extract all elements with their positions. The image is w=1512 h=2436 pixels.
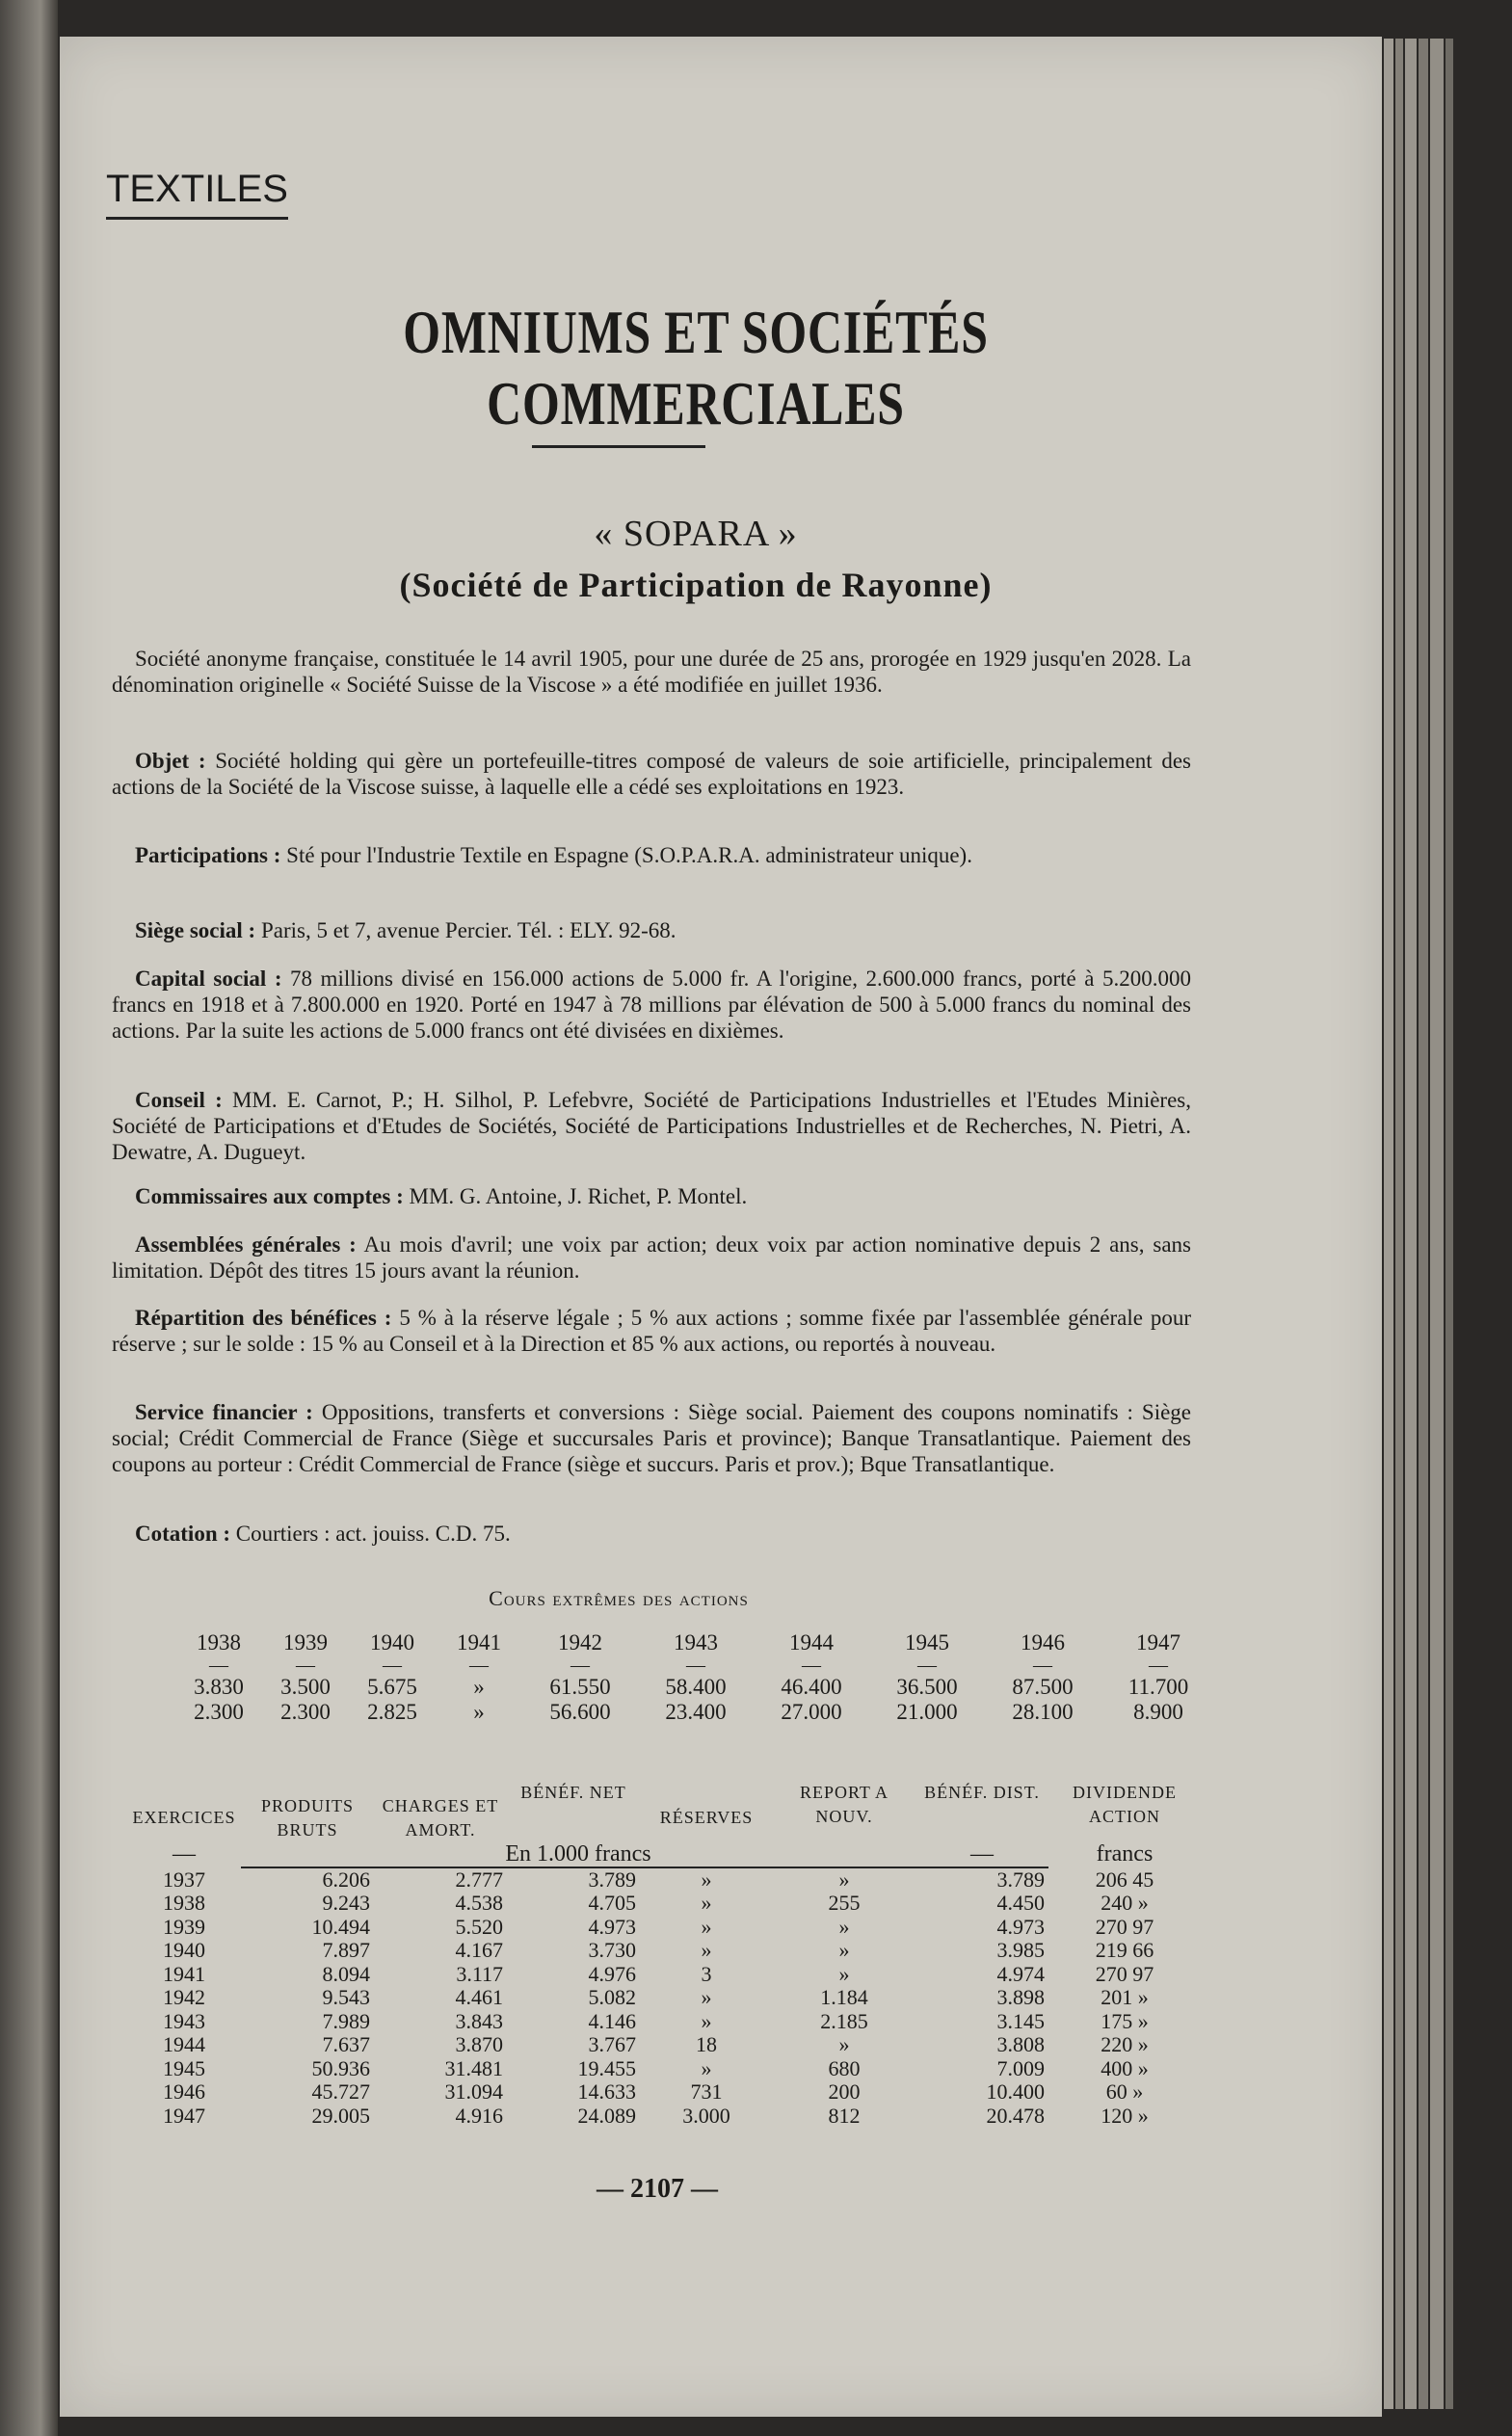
section-text: MM. E. Carnot, P.; H. Silhol, P. Lefebvre, Société de Participations Industrielles et l'Etudes Minières, Société de Participations et d'Etudes de Sociétés, Société de Participations Industrielles et de Recherches, N. Pietri, A. Dewatre, A. Dugueyt. (112, 1088, 1192, 1164)
table-row (127, 2080, 1201, 2105)
company-full-name: (Société de Participation de Rayonne) (399, 566, 993, 604)
table-cell: 2.185 (820, 2008, 868, 2033)
unit-label: En 1.000 francs (505, 1841, 651, 1867)
low-cell: 21.000 (896, 1700, 958, 1724)
section-heading: TEXTILES (106, 168, 288, 220)
table-cell: 1947 (163, 2103, 205, 2128)
table-cell: 4.167 (455, 1938, 503, 1962)
column-header: BÉNÉF. NET (520, 1783, 626, 1802)
column-header: EXERCICES (132, 1808, 236, 1827)
table-cell: 255 (828, 1891, 861, 1915)
table-cell: 1946 (163, 2079, 205, 2104)
table-cell: 1941 (163, 1961, 205, 1986)
section-text: Courtiers : act. jouiss. C.D. 75. (235, 1522, 511, 1546)
table-cell: 680 (828, 2055, 861, 2080)
section-text: Sté pour l'Industrie Textile en Espagne (S.O.P.A.R.A. administrateur unique). (286, 843, 972, 867)
low-cell: 27.000 (781, 1700, 842, 1724)
table-cell: 1939 (163, 1914, 205, 1939)
table-cell: 3.789 (588, 1867, 636, 1892)
table-cell: 6.206 (322, 1867, 370, 1892)
high-cell: 46.400 (781, 1675, 842, 1699)
page-edge (1446, 39, 1453, 2409)
cours-table (175, 1630, 1216, 1725)
table-cell: 10.400 (986, 2079, 1045, 2104)
table-cell: » (701, 1891, 712, 1915)
section-text: Paris, 5 et 7, avenue Percier. Tél. : ELY. 92-68. (260, 918, 676, 942)
year-cell: 1940 (370, 1630, 414, 1655)
year-cell: 1947 (1136, 1630, 1180, 1655)
section-label: Service financier : (135, 1400, 313, 1424)
low-cell: 56.600 (549, 1700, 611, 1724)
table-cell: » (838, 1938, 850, 1962)
table-cell: 240 » (1101, 1891, 1149, 1915)
table-row (127, 1939, 1201, 1963)
table-cell: 7.989 (322, 2008, 370, 2033)
page-number: — 2107 — (597, 2174, 718, 2204)
high-cell: 87.500 (1012, 1675, 1074, 1699)
table-cell: 18 (696, 2032, 717, 2056)
dividend-unit: francs (1096, 1841, 1154, 1867)
table-cell: 2.777 (455, 1867, 503, 1892)
section-text: 78 millions divisé en 156.000 actions de 5.000 fr. A l'origine, 2.600.000 francs, porté à 5.200.000 francs en 1918 et à 7.800.000 en 1920. Porté en 1947 à 78 millions par élévation de 500 à 5.000 francs du nominal des actions. Par la suite les actions de 5.000 francs ont été divisées en dixièmes. (112, 966, 1191, 1043)
table-cell: 400 » (1101, 2055, 1149, 2080)
high-cell: 5.675 (367, 1675, 417, 1699)
document-page (60, 37, 1382, 2417)
table-cell: 4.146 (588, 2008, 636, 2033)
table-cell: 1938 (163, 1891, 205, 1915)
table-cell: 200 (828, 2079, 861, 2104)
assemblees-paragraph (112, 1231, 1191, 1284)
column-header: DIVIDENDE ACTION (1073, 1783, 1177, 1826)
page-edge (1395, 39, 1403, 2409)
table-cell: 7.897 (322, 1938, 370, 1962)
objet-paragraph (112, 748, 1191, 800)
conseil-paragraph (112, 1087, 1191, 1165)
table-cell: 201 » (1101, 1985, 1149, 2009)
table-cell: » (838, 2032, 850, 2056)
section-label: Répartition des bénéfices : (135, 1306, 392, 1330)
table-cell: 1.184 (820, 1985, 868, 2009)
year-cell: 1944 (789, 1630, 834, 1655)
table-cell: » (701, 2055, 712, 2080)
table-cell: 10.494 (311, 1914, 370, 1939)
low-cell: 8.900 (1133, 1700, 1183, 1724)
table-cell: 3.117 (456, 1961, 503, 1986)
section-text: Société holding qui gère un portefeuille-titres composé de valeurs de soie artificielle, principalement des actions de la Société de la Viscose suisse, à laquelle elle a cédé ses exploitations en 1923. (112, 749, 1191, 799)
cotation-paragraph (112, 1521, 1191, 1547)
section-text: Oppositions, transferts et conversions : Siège social. Paiement des coupons nominatifs : Siège social; Crédit Commercial de France (Siège et succursales Paris et province); Banque Transatlantique. Paiement des coupons au porteur : Crédit Commercial de France (siège et succurs. Paris et prov.); Bque Transatlantique. (112, 1400, 1191, 1476)
table-cell: 219 66 (1095, 1938, 1154, 1962)
table-cell: » (701, 1914, 712, 1939)
section-label: Participations : (135, 843, 281, 867)
exercices-table (127, 1781, 1201, 2128)
table-row (127, 1916, 1201, 1940)
table-cell: 14.633 (577, 2079, 636, 2104)
low-cell: » (473, 1700, 485, 1724)
low-cell: 28.100 (1012, 1700, 1074, 1724)
table-row (127, 2010, 1201, 2034)
section-label: Assemblées générales : (135, 1232, 357, 1257)
main-title: OMNIUMS ET SOCIÉTÉS COMMERCIALES (403, 298, 989, 437)
table-cell: 1943 (163, 2008, 205, 2033)
table-cell: 5.082 (588, 1985, 636, 2009)
table-cell: » (701, 1938, 712, 1962)
year-cell: 1942 (558, 1630, 602, 1655)
section-label: Capital social : (135, 966, 282, 991)
low-cell: 23.400 (665, 1700, 727, 1724)
year-cell: 1945 (905, 1630, 949, 1655)
table-cell: 4.450 (996, 1891, 1045, 1915)
table-cell: 812 (828, 2103, 861, 2128)
table-cell: 4.973 (996, 1914, 1045, 1939)
low-cell: 2.825 (367, 1700, 417, 1724)
table-cell: » (838, 1914, 850, 1939)
high-cell: 3.500 (280, 1675, 331, 1699)
table-cell: 1942 (163, 1985, 205, 2009)
table-cell: 19.455 (577, 2055, 636, 2080)
capital-paragraph (112, 966, 1191, 1044)
section-label: Commissaires aux comptes : (135, 1184, 404, 1208)
table-cell: 3 (701, 1961, 712, 1986)
table-cell: 20.478 (986, 2103, 1045, 2128)
table-cell: 3.808 (996, 2032, 1045, 2056)
table-cell: 1937 (163, 1867, 205, 1892)
table-cell: 270 97 (1095, 1961, 1154, 1986)
section-label: Siège social : (135, 918, 256, 942)
table-cell: 3.985 (996, 1938, 1045, 1962)
table-cell: 270 97 (1095, 1914, 1154, 1939)
table-cell: 5.520 (455, 1914, 503, 1939)
intro-paragraph: Société anonyme française, constituée le 14 avril 1905, pour une durée de 25 ans, prorogée en 1929 jusqu'en 2028. La dénomination originelle « Société Suisse de la Viscose » a été modifiée en juillet 1936. (112, 647, 1191, 697)
cours-years-row (175, 1630, 1216, 1655)
table-cell: 31.481 (444, 2055, 503, 2080)
table-cell: 220 » (1101, 2032, 1149, 2056)
table-cell: 3.767 (588, 2032, 636, 2056)
year-cell: 1939 (283, 1630, 328, 1655)
table-cell: 1944 (163, 2032, 205, 2056)
table-cell: 1945 (163, 2055, 205, 2080)
cours-high-row (175, 1675, 1216, 1700)
high-cell: » (473, 1675, 485, 1699)
year-cell: 1941 (457, 1630, 501, 1655)
table-row (127, 1868, 1201, 1893)
table-cell: 4.461 (455, 1985, 503, 2009)
column-header: RÉSERVES (659, 1808, 754, 1827)
table-row (127, 1963, 1201, 1987)
table-cell: 3.145 (996, 2008, 1045, 2033)
siege-paragraph (112, 917, 1191, 943)
column-header: BÉNÉF. DIST. (924, 1783, 1040, 1802)
high-cell: 11.700 (1127, 1675, 1189, 1699)
table-row (127, 1986, 1201, 2010)
table-cell: 731 (690, 2079, 723, 2104)
exercices-header-row (127, 1781, 1201, 1842)
year-cell: 1938 (197, 1630, 241, 1655)
section-text: MM. G. Antoine, J. Richet, P. Montel. (409, 1184, 748, 1208)
exercices-body (127, 1868, 1201, 2129)
column-header: PRODUITS BRUTS (260, 1796, 354, 1840)
table-cell: 4.974 (996, 1961, 1045, 1986)
column-header: CHARGES ET AMORT. (382, 1796, 499, 1840)
table-cell: 3.898 (996, 1985, 1045, 2009)
table-cell: » (701, 2008, 712, 2033)
low-cell: 2.300 (194, 1700, 244, 1724)
column-header: REPORT A NOUV. (799, 1783, 889, 1826)
left-page-edge (0, 0, 58, 2436)
table-cell: 3.000 (682, 2103, 730, 2128)
table-cell: 4.973 (588, 1914, 636, 1939)
cours-title: Cours extrêmes des actions (489, 1586, 749, 1610)
table-cell: 3.870 (455, 2032, 503, 2056)
table-cell: 206 45 (1095, 1867, 1154, 1892)
table-cell: 3.843 (455, 2008, 503, 2033)
section-label: Cotation : (135, 1522, 231, 1546)
table-cell: 8.094 (322, 1961, 370, 1986)
year-cell: 1946 (1021, 1630, 1065, 1655)
unit-row: — En 1.000 francs — francs (127, 1842, 1201, 1867)
section-label: Objet : (135, 749, 206, 773)
high-cell: 3.830 (194, 1675, 244, 1699)
year-cell: 1943 (674, 1630, 718, 1655)
table-cell: 7.637 (322, 2032, 370, 2056)
table-cell: 29.005 (311, 2103, 370, 2128)
section-label: Conseil : (135, 1088, 223, 1112)
table-row (127, 2057, 1201, 2081)
title-rule (532, 445, 705, 448)
table-cell: 1940 (163, 1938, 205, 1962)
table-cell: 9.543 (322, 1985, 370, 2009)
table-row (127, 2105, 1201, 2129)
page-edge (1419, 39, 1428, 2409)
cours-low-row (175, 1700, 1216, 1725)
table-row (127, 2033, 1201, 2057)
section-text: Au mois d'avril; une voix par action; deux voix par action nominative depuis 2 ans, sans limitation. Dépôt des titres 15 jours avant la réunion. (112, 1232, 1191, 1283)
table-cell: 4.916 (455, 2103, 503, 2128)
page-edge (1430, 39, 1444, 2409)
company-name: « SOPARA » (594, 514, 798, 554)
repartition-paragraph (112, 1305, 1191, 1357)
high-cell: 36.500 (896, 1675, 958, 1699)
low-cell: 2.300 (280, 1700, 331, 1724)
table-cell: 4.705 (588, 1891, 636, 1915)
high-cell: 61.550 (549, 1675, 611, 1699)
page-edge (1384, 39, 1393, 2409)
page-edge (1405, 39, 1417, 2409)
table-cell: 120 » (1101, 2103, 1149, 2128)
table-cell: 9.243 (322, 1891, 370, 1915)
table-cell: 3.789 (996, 1867, 1045, 1892)
table-cell: 60 » (1105, 2079, 1144, 2104)
table-cell: 45.727 (311, 2079, 370, 2104)
table-cell: 50.936 (311, 2055, 370, 2080)
table-cell: 7.009 (996, 2055, 1045, 2080)
table-cell: 3.730 (588, 1938, 636, 1962)
high-cell: 58.400 (665, 1675, 727, 1699)
table-cell: 175 » (1101, 2008, 1149, 2033)
commissaires-paragraph (112, 1183, 1191, 1209)
table-cell: » (838, 1961, 850, 1986)
table-cell: 31.094 (444, 2079, 503, 2104)
table-cell: 24.089 (577, 2103, 636, 2128)
participations-paragraph (112, 842, 1191, 868)
dash-row: — — — — — — — — — — (209, 1655, 1168, 1676)
table-cell: 4.538 (455, 1891, 503, 1915)
table-cell: » (701, 1867, 712, 1892)
table-cell: » (838, 1867, 850, 1892)
table-cell: » (701, 1985, 712, 2009)
service-financier-paragraph (112, 1399, 1191, 1477)
section-text: 5 % à la réserve légale ; 5 % aux actions ; somme fixée par l'assemblée générale pour réserve ; sur le solde : 15 % au Conseil et à la Direction et 85 % aux actions, ou reportés à nouveau. (112, 1306, 1192, 1356)
table-cell: 4.976 (588, 1961, 636, 1986)
table-row (127, 1892, 1201, 1916)
